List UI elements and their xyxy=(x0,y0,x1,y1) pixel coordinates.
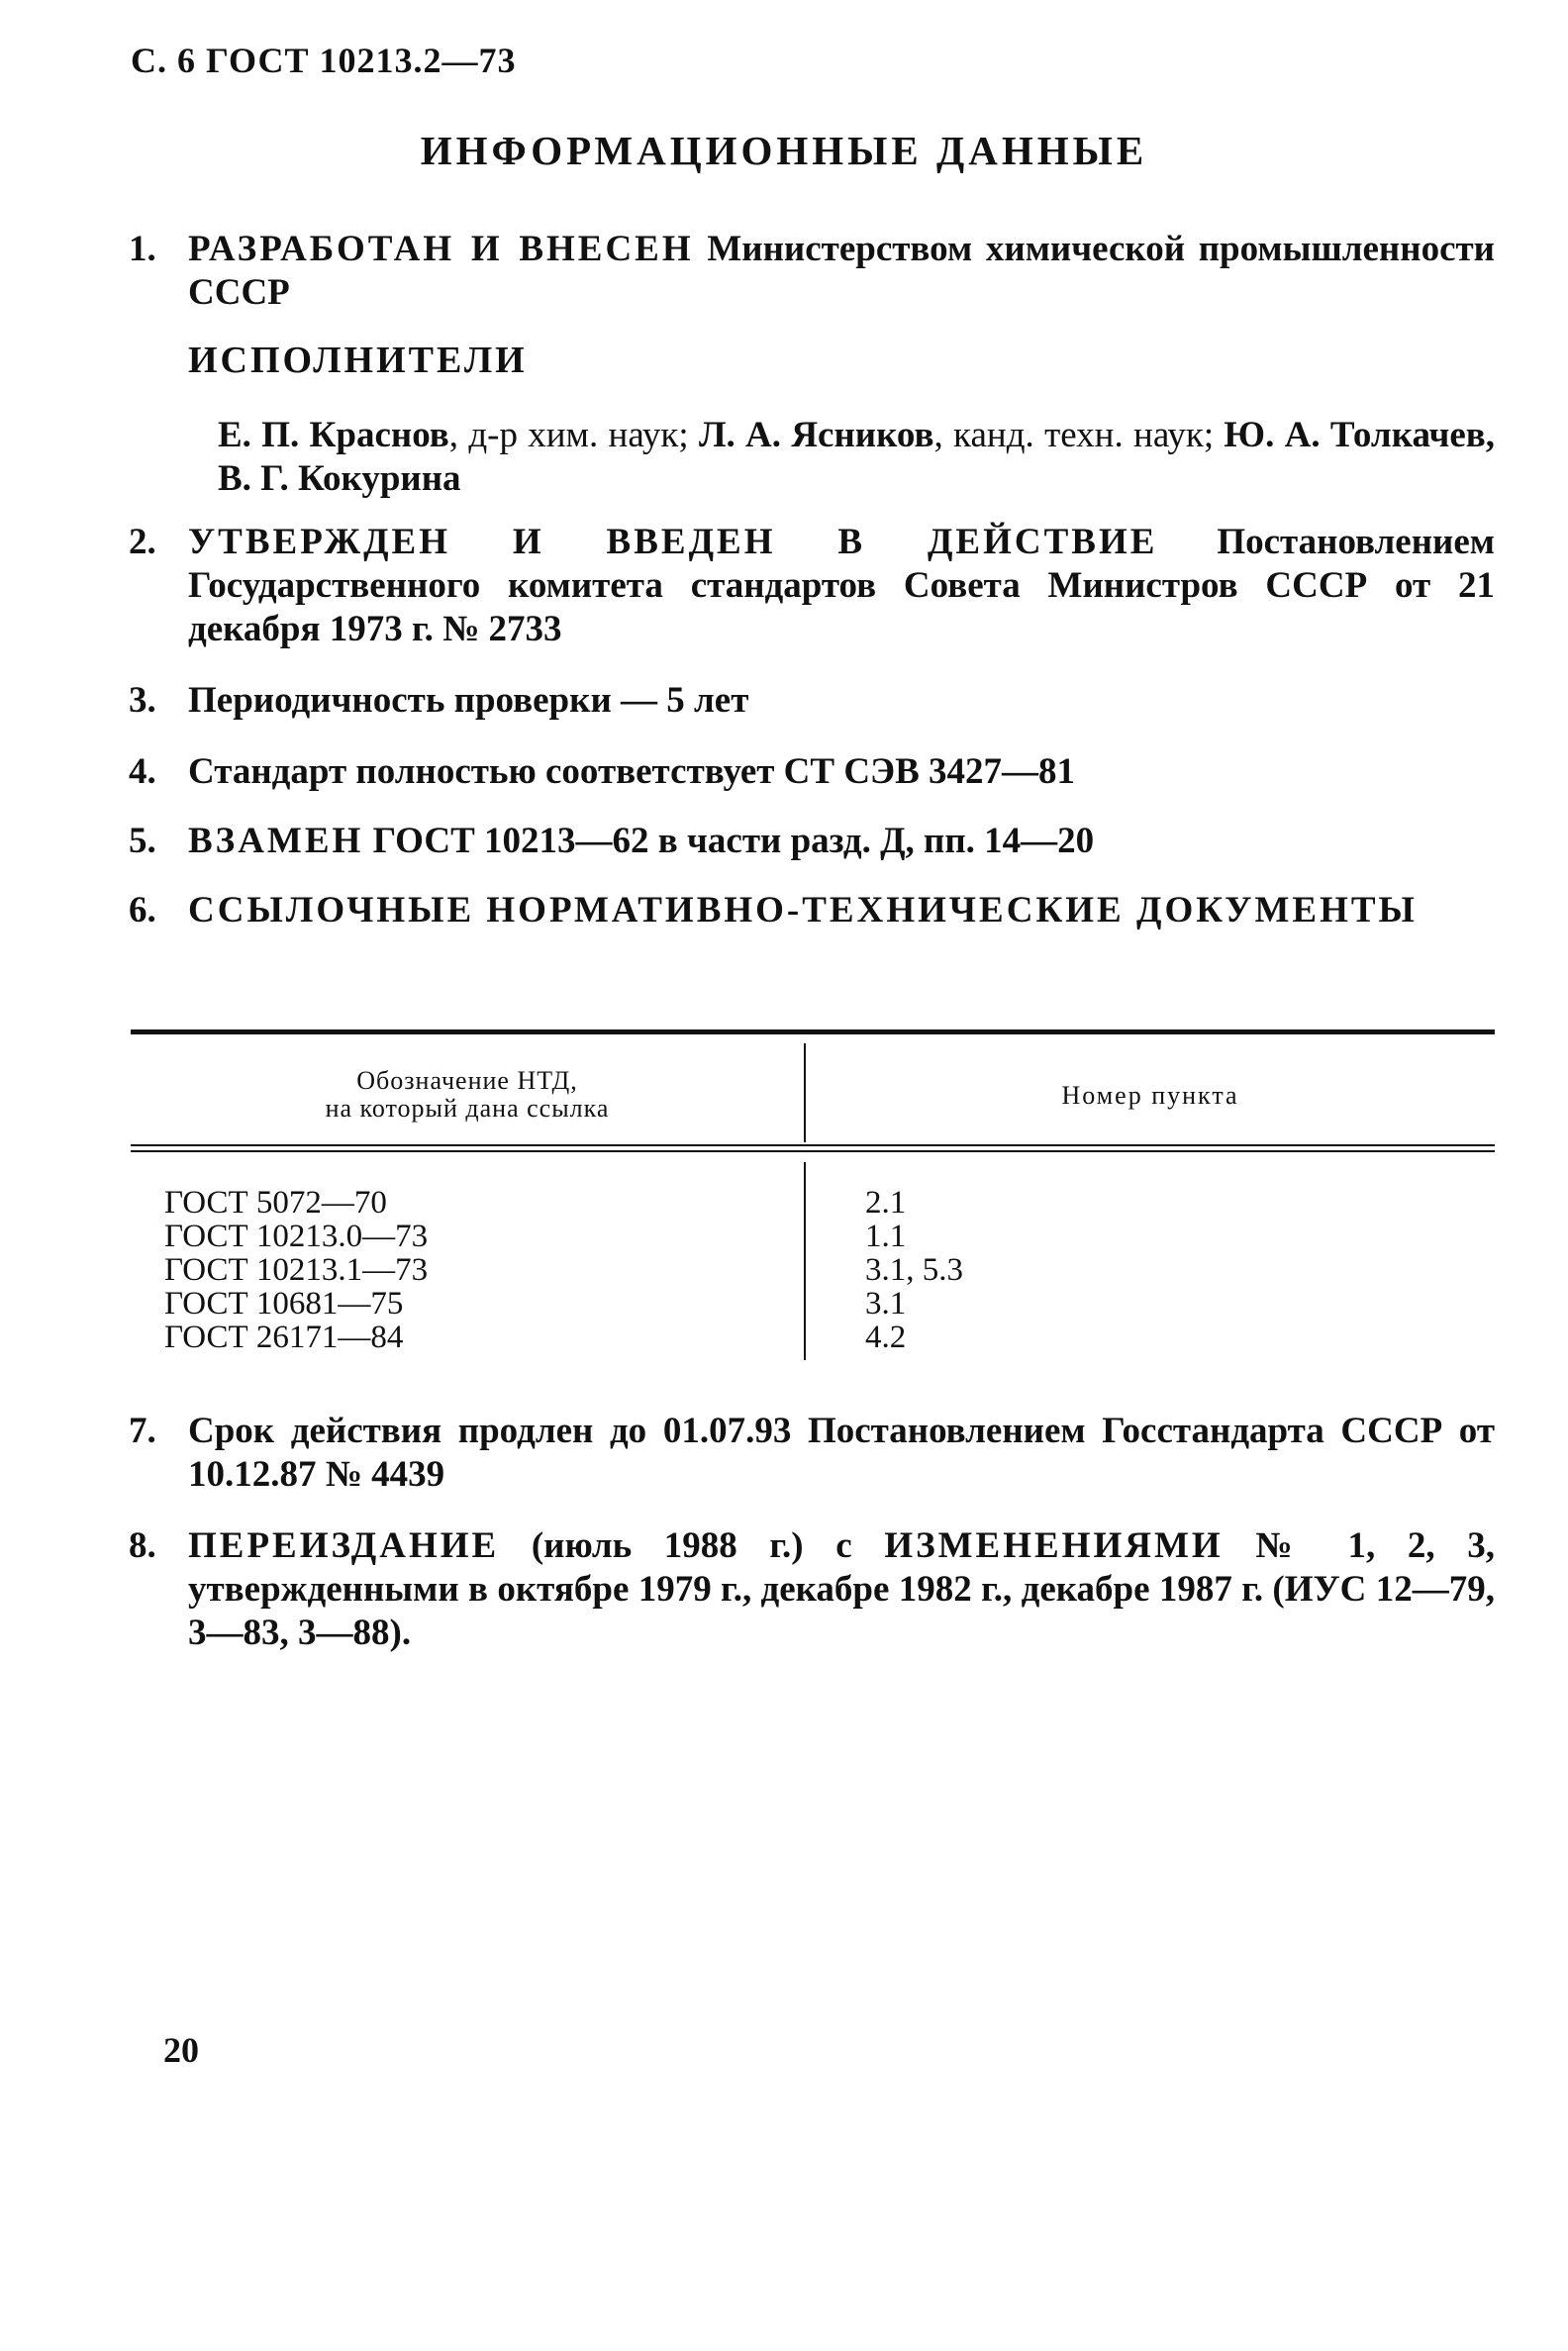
performer-name: Ю. А. Толкачев, В. Г. Кокурина xyxy=(218,415,1495,499)
page-title: ИНФОРМАЦИОННЫЕ ДАННЫЕ xyxy=(420,128,1148,173)
page-number: 20 xyxy=(163,2030,199,2070)
item-number: 5. xyxy=(129,821,156,861)
table-cell-document: ГОСТ 5072—70 xyxy=(164,1185,387,1221)
reference-table xyxy=(131,1029,1495,1366)
table-column-divider xyxy=(804,1162,806,1360)
item-text: ГОСТ 10213—62 в части разд. Д, пп. 14—20 xyxy=(363,821,1095,861)
info-item-8 xyxy=(129,1524,1495,1655)
table-header-rule xyxy=(131,1144,1495,1146)
table-header-document xyxy=(131,1067,804,1123)
info-item-5 xyxy=(129,820,1495,863)
item-lead: ПЕРЕИЗДАНИЕ xyxy=(188,1525,500,1566)
table-cell-clause: 2.1 xyxy=(865,1185,907,1221)
table-cell-clause: 3.1 xyxy=(865,1286,907,1322)
performers-list xyxy=(218,414,1495,501)
item-lead: ВЗАМЕН xyxy=(188,821,364,861)
table-header-document-line2: на который дана ссылка xyxy=(325,1094,610,1123)
performer-name: Е. П. Краснов xyxy=(218,415,449,455)
table-column-documents xyxy=(164,1186,428,1354)
item-lead: ССЫЛОЧНЫЕ НОРМАТИВНО-ТЕХНИЧЕСКИЕ ДОКУМЕНТЫ xyxy=(188,890,1418,931)
item-number: 7. xyxy=(129,1411,156,1451)
table-cell-document: ГОСТ 10681—75 xyxy=(164,1286,404,1322)
performers-heading: ИСПОЛНИТЕЛИ xyxy=(188,340,528,381)
table-column-clauses xyxy=(865,1186,963,1354)
info-item-3 xyxy=(129,679,1495,723)
item-lead: УТВЕРЖДЕН И ВВЕДЕН В ДЕЙСТВИЕ xyxy=(188,522,1158,562)
table-header-clause: Номер пункта xyxy=(1061,1081,1239,1110)
table-cell-clause: 4.2 xyxy=(865,1320,907,1355)
item-number: 4. xyxy=(129,751,156,792)
info-item-1 xyxy=(129,228,1495,315)
performer-title: , канд. техн. наук; xyxy=(933,415,1225,455)
info-item-6 xyxy=(129,889,1495,932)
item-text: (июль 1988 г.) с xyxy=(499,1525,885,1566)
table-header-rule xyxy=(131,1150,1495,1152)
performer-name: Л. А. Ясников xyxy=(698,415,934,455)
table-cell-document: ГОСТ 10213.0—73 xyxy=(164,1219,429,1254)
item-text: Министерством химической промышленности СССР xyxy=(188,229,1495,313)
performer-title: , д-р хим. наук; xyxy=(448,415,699,455)
table-cell-document: ГОСТ 26171—84 xyxy=(164,1320,404,1355)
item-lead: РАЗРАБОТАН И ВНЕСЕН xyxy=(188,229,694,269)
item-number: 2. xyxy=(129,522,156,562)
item-number: 3. xyxy=(129,680,156,721)
table-header-document-line1: Обозначение НТД, xyxy=(356,1066,578,1095)
item-text: Периодичность проверки — 5 лет xyxy=(188,680,749,721)
table-cell-clause: 3.1, 5.3 xyxy=(865,1252,963,1288)
info-item-7 xyxy=(129,1410,1495,1497)
item-number: 1. xyxy=(129,229,156,269)
item-text: Постановлением Государственного комитета стандартов Совета Министров СССР от 21 декабря 1973 г. № 2733 xyxy=(188,522,1495,649)
table-cell-clause: 1.1 xyxy=(865,1219,907,1254)
table-top-rule xyxy=(131,1029,1495,1034)
item-number: 6. xyxy=(129,890,156,931)
item-lead: ИЗМЕНЕНИЯМИ xyxy=(884,1525,1224,1566)
table-cell-document: ГОСТ 10213.1—73 xyxy=(164,1252,429,1288)
item-text: Стандарт полностью соответствует СТ СЭВ 3427—81 xyxy=(188,751,1076,792)
info-item-4 xyxy=(129,750,1495,794)
info-item-2 xyxy=(129,521,1495,651)
item-text: № 1, 2, 3, утвержденными в октябре 1979 г., декабре 1982 г., декабре 1987 г. (ИУС 12—79, 3—83, 3—88). xyxy=(188,1525,1495,1653)
item-text: Срок действия продлен до 01.07.93 Постановлением Госстандарта СССР от 10.12.87 № 4439 xyxy=(188,1411,1495,1495)
page-header: С. 6 ГОСТ 10213.2—73 xyxy=(131,41,517,80)
item-number: 8. xyxy=(129,1525,156,1566)
